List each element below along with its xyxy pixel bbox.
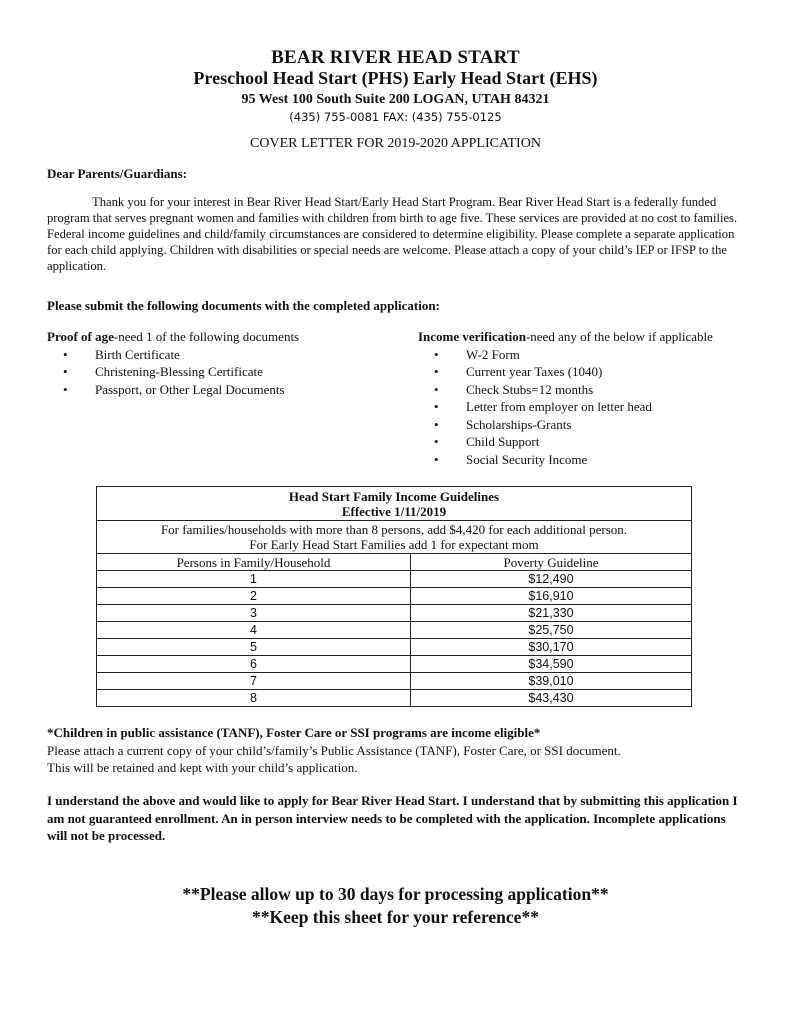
table-effective-date: Effective 1/11/2019 — [341, 504, 447, 519]
guideline-cell: $21,330 — [411, 605, 692, 622]
cover-letter-heading: COVER LETTER FOR 2019-2020 APPLICATION — [250, 136, 541, 151]
table-note-row — [97, 521, 692, 554]
eligibility-section — [47, 724, 747, 777]
organization-title: BEAR RIVER HEAD START — [271, 47, 520, 68]
table-title: Head Start Family Income Guidelines — [288, 489, 500, 504]
persons-cell: 7 — [97, 673, 411, 690]
eligibility-heading: *Children in public assistance (TANF), Foster Care or SSI programs are income eligible* — [47, 725, 541, 740]
proof-of-age-label: Proof of age — [47, 329, 114, 344]
processing-time-notice: **Please allow up to 30 days for processing application** — [182, 884, 609, 904]
list-item: • Birth Certificate — [47, 346, 387, 364]
income-verification-label: Income verification — [418, 329, 526, 344]
persons-cell: 3 — [97, 605, 411, 622]
list-item: • Passport, or Other Legal Documents — [47, 381, 387, 399]
guideline-cell: $25,750 — [411, 622, 692, 639]
persons-cell: 2 — [97, 588, 411, 605]
phone-fax-line: (435) 755-0081 FAX: (435) 755-0125 — [289, 110, 502, 124]
persons-cell: 5 — [97, 639, 411, 656]
list-item: • Child Support — [418, 433, 758, 451]
list-item: • Christening-Blessing Certificate — [47, 363, 387, 381]
list-item: • Current year Taxes (1040) — [418, 363, 758, 381]
persons-cell: 4 — [97, 622, 411, 639]
table-caption-row — [97, 487, 692, 521]
guideline-cell: $43,430 — [411, 690, 692, 707]
eligibility-instruction: Please attach a current copy of your child’s/family’s Public Assistance (TANF), Foster Care, or SSI document. — [47, 742, 621, 758]
table-row — [97, 690, 692, 707]
persons-cell: 6 — [97, 656, 411, 673]
table-caption — [97, 487, 692, 521]
guideline-cell: $12,490 — [411, 571, 692, 588]
list-item: • Letter from employer on letter head — [418, 398, 758, 416]
expectant-mom-note: For Early Head Start Families add 1 for expectant mom — [249, 537, 539, 552]
proof-of-age-instruction: -need 1 of the following documents — [113, 329, 300, 344]
guideline-cell: $34,590 — [411, 656, 692, 673]
table-row — [97, 656, 692, 673]
address-line: 95 West 100 South Suite 200 LOGAN, UTAH 84321 — [241, 92, 550, 107]
greeting: Dear Parents/Guardians: — [47, 166, 187, 181]
proof-of-age-list — [47, 346, 387, 399]
table-header-row — [97, 554, 692, 571]
income-verification-section — [418, 328, 758, 468]
table-row — [97, 673, 692, 690]
programs-subtitle: Preschool Head Start (PHS) Early Head Start (EHS) — [193, 68, 598, 88]
column-header-persons: Persons in Family/Household — [97, 554, 411, 571]
income-verification-instruction: -need any of the below if applicable — [525, 329, 713, 344]
income-guidelines-table — [96, 486, 692, 707]
column-header-guideline: Poverty Guideline — [411, 554, 692, 571]
eligibility-retention-note: This will be retained and kept with your child’s application. — [47, 760, 358, 775]
income-verification-list — [418, 346, 758, 469]
documents-heading: Please submit the following documents with the completed application: — [47, 298, 440, 313]
table-row — [97, 588, 692, 605]
guideline-cell: $39,010 — [411, 673, 692, 690]
proof-of-age-heading — [47, 328, 387, 346]
keep-sheet-notice: **Keep this sheet for your reference** — [252, 907, 539, 927]
guideline-cell: $16,910 — [411, 588, 692, 605]
table-row — [97, 571, 692, 588]
table-row — [97, 639, 692, 656]
intro-paragraph: Thank you for your interest in Bear River Head Start/Early Head Start Program. Bear River Head Start is a federally funded program that serves pregnant women and families with children from birth to age five. These services are provided at no cost to families. Federal income guidelines and child/family circumstances are considered to determine eligibility. Please complete a separate application for each child applying. Children with disabilities or special needs are welcome. Please attach a copy of your child’s IEP or IFSP to the application. — [47, 195, 738, 273]
list-item: • Social Security Income — [418, 451, 758, 469]
table-notes — [97, 521, 692, 554]
list-item: • W-2 Form — [418, 346, 758, 364]
persons-cell: 8 — [97, 690, 411, 707]
list-item: • Check Stubs=12 months — [418, 381, 758, 399]
proof-of-age-section — [47, 328, 387, 398]
persons-cell: 1 — [97, 571, 411, 588]
guideline-cell: $30,170 — [411, 639, 692, 656]
list-item: • Scholarships-Grants — [418, 416, 758, 434]
additional-person-note: For families/households with more than 8 persons, add $4,420 for each additional person. — [160, 522, 628, 537]
income-verification-heading — [418, 328, 758, 346]
acknowledgement-paragraph: I understand the above and would like to apply for Bear River Head Start. I understand that by submitting this application I am not guaranteed enrollment. An in person interview needs to be completed with the application. Incomplete applications will not be processed. — [47, 793, 738, 843]
table-row — [97, 605, 692, 622]
table-row — [97, 622, 692, 639]
